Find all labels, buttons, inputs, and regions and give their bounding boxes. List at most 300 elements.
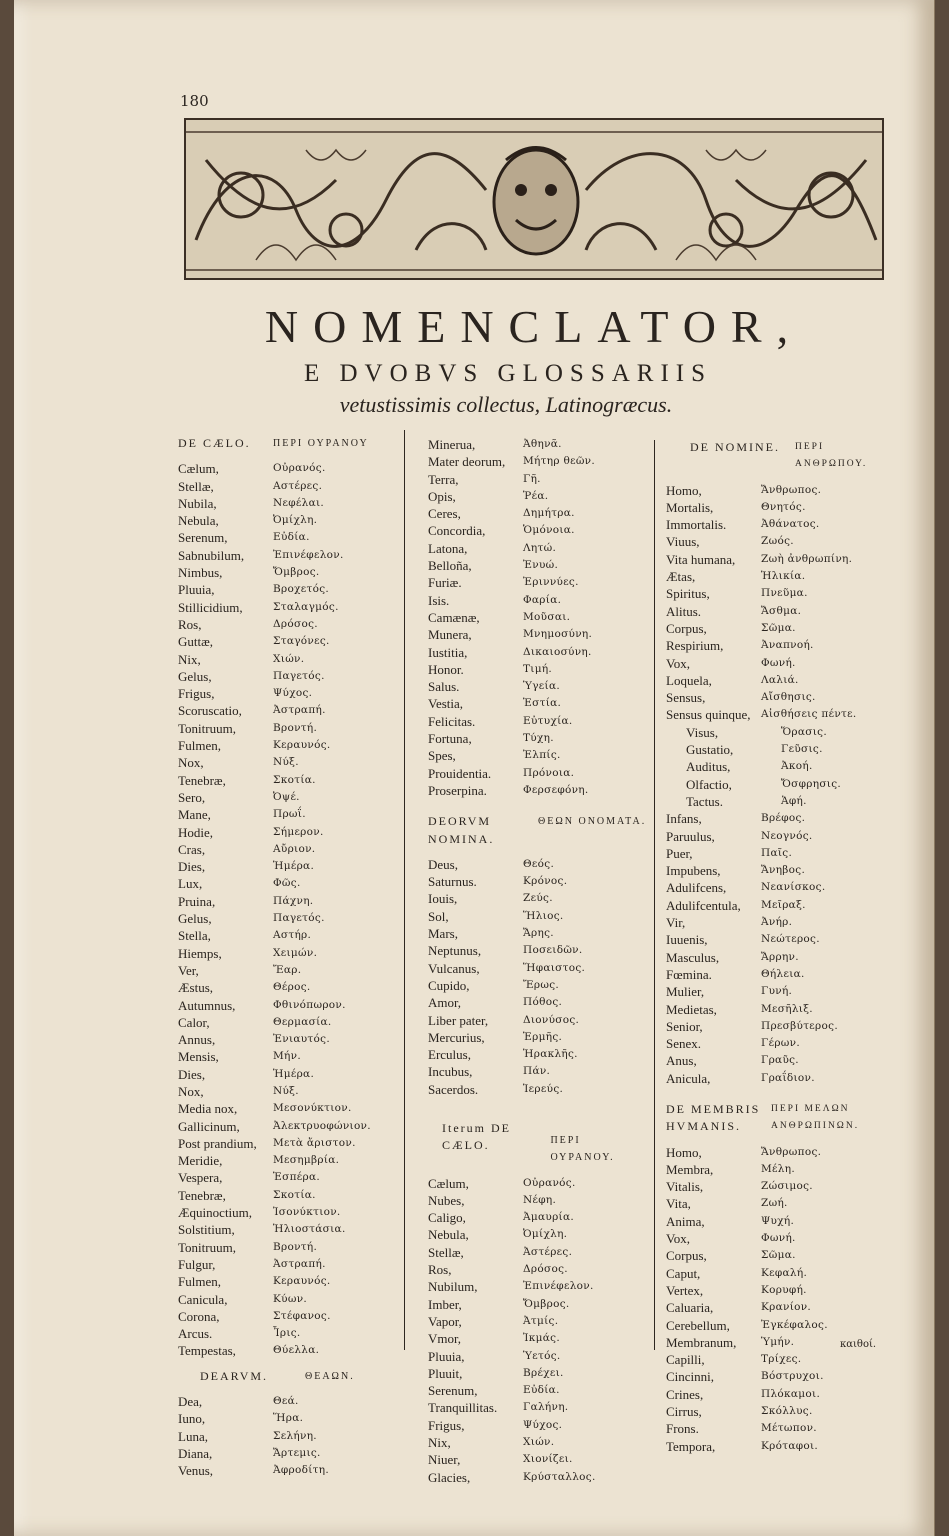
section-head-latin: DEARVM.	[200, 1368, 269, 1383]
latin-term: Infans,	[666, 811, 702, 827]
greek-term: Ἀναπνοή.	[761, 639, 814, 652]
glossary-entry	[178, 841, 398, 858]
greek-term: Ζωή.	[761, 1197, 788, 1210]
greek-term: Θνητός.	[761, 500, 806, 513]
greek-term: Ἑστία.	[523, 697, 562, 710]
greek-term: Εὐτυχία.	[523, 714, 573, 727]
greek-term: Ζώσιμος.	[761, 1180, 813, 1193]
latin-term: Erculus,	[428, 1047, 471, 1063]
latin-term: Nimbus,	[178, 565, 223, 581]
latin-term: Cupido,	[428, 977, 470, 993]
greek-term: Οὐρανός.	[523, 1176, 576, 1189]
greek-term: Αστέρες.	[273, 479, 323, 492]
greek-term: Σταλαγμός.	[273, 600, 339, 613]
headpiece-engraving	[186, 120, 884, 280]
latin-term: Nubila,	[178, 495, 217, 511]
greek-term: Ζωὴ ἀνθρωπίνη.	[761, 552, 853, 565]
latin-term: Belloña,	[428, 558, 472, 574]
latin-term: Adulifcentula,	[666, 897, 741, 913]
glossary-entry	[666, 603, 886, 620]
latin-term: Dies,	[178, 859, 206, 875]
greek-term: Ὑμήν.	[761, 1335, 795, 1348]
greek-term: Πνεῦμα.	[761, 587, 808, 600]
section-header	[666, 439, 886, 474]
greek-term: Κεφαλή.	[761, 1266, 808, 1279]
greek-term: Γεῦσις.	[781, 743, 823, 756]
greek-term: Κεραυνός.	[273, 1275, 331, 1288]
glossary-entry	[428, 1313, 648, 1330]
glossary-entry	[666, 845, 886, 862]
section-header	[178, 1368, 398, 1385]
glossary-entry	[428, 695, 648, 712]
glossary-entry	[428, 1382, 648, 1399]
latin-term: Spiritus,	[666, 586, 710, 602]
section-head-greek: ΠΕΡΙ ΟΥΡΑΝΟΥ	[273, 438, 369, 449]
column-1	[178, 432, 398, 1480]
glossary-entry	[428, 453, 648, 470]
greek-term: Μέλη.	[761, 1162, 795, 1175]
section-head-latin: DE MEMBRIS HVMANIS.	[666, 1101, 761, 1134]
glossary-entry	[178, 1273, 398, 1290]
glossary-entry	[428, 765, 648, 782]
greek-term: Τύχη.	[523, 732, 554, 745]
glossary-entry	[178, 1152, 398, 1169]
greek-term: Κρύσταλλος.	[523, 1470, 596, 1483]
latin-term: Pluuit,	[428, 1365, 463, 1381]
glossary-entry	[428, 782, 648, 799]
greek-term: Ἀθάνατος.	[761, 518, 820, 531]
greek-term: Ἀφροδίτη.	[273, 1464, 330, 1477]
glossary-entry	[666, 1213, 886, 1230]
latin-term: Tonitruum,	[178, 1239, 236, 1255]
section-head-latin: DEORVM NOMINA.	[428, 814, 495, 846]
latin-term: Medietas,	[666, 1001, 717, 1017]
latin-term: Felicitas.	[428, 713, 476, 729]
latin-term: Canicula,	[178, 1291, 228, 1307]
greek-term: Χιονίζει.	[523, 1453, 573, 1466]
book-page	[14, 0, 934, 1536]
glossary-entry	[178, 1428, 398, 1445]
glossary-entry	[178, 1308, 398, 1325]
latin-term: Vox,	[666, 655, 690, 671]
latin-term: Cerebellum,	[666, 1317, 730, 1333]
glossary-entry	[178, 772, 398, 789]
greek-term: Ἡλικία.	[761, 570, 806, 583]
latin-term: Neptunus,	[428, 943, 482, 959]
glossary-entry	[666, 1299, 886, 1316]
glossary-entry	[428, 436, 648, 453]
latin-term: Immortalis.	[666, 517, 727, 533]
latin-term: Caluaria,	[666, 1300, 714, 1316]
latin-term: Iuno,	[178, 1411, 206, 1427]
greek-term: Κρανίον.	[761, 1301, 812, 1314]
greek-term: Πόθος.	[523, 996, 563, 1009]
greek-term: Γέρων.	[761, 1037, 800, 1050]
latin-term: Salus.	[428, 679, 460, 695]
greek-term: Νεογνός.	[761, 829, 813, 842]
latin-term: Olfactio,	[686, 776, 732, 792]
latin-term: Vapor,	[428, 1313, 462, 1329]
greek-term: Θήλεια.	[761, 967, 805, 980]
catchword: καιθοί.	[840, 1339, 877, 1350]
greek-term: Μεσῆλιξ.	[761, 1002, 813, 1015]
greek-term: Πλόκαμοι.	[761, 1387, 821, 1400]
glossary-entry	[178, 702, 398, 719]
greek-term: Μεσημβρία.	[273, 1154, 340, 1167]
greek-term: Αὔριον.	[273, 842, 316, 855]
glossary-entry	[666, 568, 886, 585]
latin-term: Homo,	[666, 1144, 702, 1160]
glossary-entry	[666, 931, 886, 948]
glossary-entry	[428, 678, 648, 695]
latin-term: Tenebræ,	[178, 772, 226, 788]
glossary-entry	[178, 685, 398, 702]
greek-term: Μεῖραξ.	[761, 898, 806, 911]
latin-term: Ceres,	[428, 506, 461, 522]
glossary-entry	[666, 1265, 886, 1282]
glossary-entry	[178, 806, 398, 823]
greek-term: Μνημοσύνη.	[523, 628, 593, 641]
glossary-entry	[666, 1001, 886, 1018]
latin-term: Niuer,	[428, 1452, 461, 1468]
latin-term: Fulmen,	[178, 1274, 221, 1290]
glossary-entry	[666, 1018, 886, 1035]
glossary-entry	[178, 1031, 398, 1048]
latin-term: Stellæ,	[428, 1244, 464, 1260]
latin-term: Nubes,	[428, 1192, 465, 1208]
latin-term: Mulier,	[666, 984, 705, 1000]
greek-term: Κεραυνός.	[273, 739, 331, 752]
latin-term: Dies,	[178, 1066, 206, 1082]
page-subtitle-italic: vetustissimis collectus, Latinogræcus.	[339, 392, 673, 417]
latin-term: Caput,	[666, 1265, 701, 1281]
glossary-entry	[428, 960, 648, 977]
glossary-entry	[666, 862, 886, 879]
glossary-entry	[428, 488, 648, 505]
latin-term: Mercurius,	[428, 1029, 485, 1045]
greek-term: Πάν.	[523, 1065, 551, 1078]
glossary-entry	[178, 1410, 398, 1427]
section-header	[428, 813, 648, 848]
glossary-entry	[666, 914, 886, 931]
glossary-entry	[666, 724, 886, 741]
latin-term: Camænæ,	[428, 609, 480, 625]
greek-term: Ἀστραπή.	[273, 704, 326, 717]
glossary-entry	[428, 1063, 648, 1080]
greek-term: Ἀκοή.	[781, 760, 813, 773]
section-head-latin: DE CÆLO.	[178, 436, 251, 450]
latin-term: Glacies,	[428, 1469, 471, 1485]
glossary-entry	[178, 1083, 398, 1100]
greek-term: Φωνή.	[761, 656, 796, 669]
latin-term: Arcus.	[178, 1326, 213, 1342]
glossary-entry	[428, 1330, 648, 1347]
glossary-entry	[178, 927, 398, 944]
greek-term: Μήτηρ θεῶν.	[523, 455, 595, 468]
latin-term: Adulifcens,	[666, 880, 727, 896]
glossary-entry	[178, 945, 398, 962]
greek-term: Σήμερον.	[273, 825, 324, 838]
greek-term: Πρωΐ.	[273, 808, 306, 821]
glossary-entry	[666, 482, 886, 499]
glossary-entry	[666, 706, 886, 723]
glossary-entry	[666, 1178, 886, 1195]
latin-term: Stellæ,	[178, 478, 214, 494]
latin-term: Vir,	[666, 915, 686, 931]
greek-term: Ὀμίχλη.	[523, 1228, 568, 1241]
glossary-entry	[666, 1161, 886, 1178]
latin-term: Dea,	[178, 1394, 203, 1410]
latin-term: Membra,	[666, 1161, 714, 1177]
latin-term: Nox,	[178, 755, 204, 771]
latin-term: Frigus,	[428, 1417, 465, 1433]
glossary-entry	[428, 557, 648, 574]
greek-term: Οὐρανός.	[273, 462, 326, 475]
latin-term: Minerua,	[428, 437, 476, 452]
glossary-entry	[428, 1365, 648, 1382]
greek-term: Ἁφή.	[781, 794, 807, 807]
latin-term: Loquela,	[666, 672, 712, 688]
greek-term: Ἄνθρωπος.	[761, 1145, 822, 1158]
latin-term: Nebula,	[178, 513, 219, 529]
section-head-greek: ΠΕΡΙ ΑΝΘΡΩΠΟΥ.	[795, 442, 868, 470]
glossary-entry	[428, 592, 648, 609]
section-head-greek: ΠΕΡΙ ΟΥΡΑΝΟΥ.	[550, 1134, 615, 1164]
latin-term: Anicula,	[666, 1070, 711, 1086]
greek-term: Ψύχος.	[523, 1418, 563, 1431]
glossary-entry	[666, 620, 886, 637]
latin-term: Pluuia,	[428, 1348, 465, 1364]
greek-term: Νεφέλαι.	[273, 496, 325, 509]
greek-term: Φερσεφόνη.	[523, 783, 589, 796]
latin-term: Tempestas,	[178, 1343, 236, 1359]
glossary-entry	[428, 1417, 648, 1434]
latin-term: Diana,	[178, 1445, 213, 1461]
greek-term: Γραῦς.	[761, 1054, 799, 1067]
latin-term: Auditus,	[686, 759, 731, 775]
latin-term: Caligo,	[428, 1210, 466, 1226]
glossary-entry	[178, 529, 398, 546]
glossary-entry	[666, 1144, 886, 1161]
glossary-entry	[178, 1239, 398, 1256]
section-header	[178, 435, 398, 452]
greek-term: Ἡλιοστάσια.	[273, 1223, 346, 1236]
glossary-entry	[428, 1175, 648, 1192]
greek-term: Ἐνιαυτός.	[273, 1033, 330, 1046]
greek-term: Σκοτία.	[273, 1188, 316, 1201]
glossary-entry	[178, 962, 398, 979]
section-header	[428, 1120, 648, 1167]
latin-term: Tactus.	[686, 793, 723, 809]
glossary-entry	[666, 1052, 886, 1069]
glossary-entry	[178, 1187, 398, 1204]
glossary-entry	[428, 873, 648, 890]
glossary-entry	[428, 890, 648, 907]
latin-term: Ros,	[178, 616, 202, 632]
glossary-entry	[178, 1462, 398, 1479]
section-head-greek: ΘΕΑΩΝ.	[305, 1370, 355, 1382]
greek-term: Ἄρτεμις.	[273, 1446, 321, 1459]
greek-term: Ἄσθμα.	[761, 604, 802, 617]
greek-term: Θύελλα.	[273, 1344, 320, 1357]
glossary-entry	[428, 942, 648, 959]
glossary-entry	[178, 910, 398, 927]
greek-term: Κρόνος.	[523, 875, 568, 888]
glossary-entry	[178, 1014, 398, 1031]
glossary-entry	[428, 1261, 648, 1278]
greek-term: Ἰκμάς.	[523, 1332, 560, 1345]
latin-term: Iouis,	[428, 891, 458, 907]
column-2	[428, 436, 648, 1486]
glossary-entry	[428, 1434, 648, 1451]
latin-term: Corona,	[178, 1308, 220, 1324]
greek-term: Παγετός.	[273, 669, 325, 682]
greek-term: Θερμασία.	[273, 1015, 332, 1028]
latin-term: Frons.	[666, 1421, 699, 1437]
latin-term: Stella,	[178, 928, 211, 944]
latin-term: Alitus.	[666, 603, 702, 619]
latin-term: Corpus,	[666, 620, 707, 636]
greek-term: Νέφη.	[523, 1193, 557, 1206]
latin-term: Nix,	[428, 1435, 451, 1451]
glossary-entry	[178, 789, 398, 806]
greek-term: Ποσειδῶν.	[523, 944, 583, 957]
latin-term: Vox,	[666, 1231, 690, 1247]
greek-term: Εὐδία.	[523, 1384, 560, 1397]
glossary-entry	[666, 741, 886, 758]
greek-term: Ὄμβρος.	[273, 566, 320, 579]
ornamental-headpiece	[184, 118, 884, 280]
greek-term: Φῶς.	[273, 877, 301, 890]
glossary-entry	[178, 1169, 398, 1186]
glossary-entry	[666, 551, 886, 568]
greek-term: Ἐλπίς.	[523, 749, 561, 762]
latin-term: Vita humana,	[666, 551, 736, 567]
greek-term: Αἴσθησις.	[761, 691, 816, 704]
greek-term: Ἥλιος.	[523, 909, 564, 922]
latin-term: Ver,	[178, 962, 199, 978]
greek-term: Βροντή.	[273, 721, 318, 734]
greek-term: Ἡμέρα.	[273, 860, 315, 873]
greek-term: Μετὰ ἄριστον.	[273, 1136, 356, 1149]
glossary-entry	[666, 1351, 886, 1368]
glossary-entry	[428, 1244, 648, 1261]
glossary-entry	[428, 1226, 648, 1243]
greek-term: Ὄμβρος.	[523, 1297, 570, 1310]
latin-term: Vita,	[666, 1196, 691, 1212]
latin-term: Isis.	[428, 592, 450, 608]
greek-term: Μεσονύκτιον.	[273, 1102, 352, 1115]
latin-term: Vertex,	[666, 1282, 704, 1298]
latin-term: Mortalis,	[666, 499, 714, 515]
greek-term: Κορυφή.	[761, 1283, 807, 1296]
latin-term: Guttæ,	[178, 634, 214, 650]
greek-term: Ἑσπέρα.	[273, 1171, 321, 1184]
greek-term: Εὐδία.	[273, 531, 310, 544]
greek-term: Ὅρασις.	[781, 725, 827, 738]
glossary-entry	[178, 1445, 398, 1462]
greek-term: Ἀστέρες.	[523, 1245, 573, 1258]
greek-term: Θεά.	[273, 1395, 299, 1408]
glossary-entry	[178, 1204, 398, 1221]
greek-term: Τιμή.	[523, 662, 553, 675]
greek-term: Σκοτία.	[273, 773, 316, 786]
glossary-entry	[428, 471, 648, 488]
section-head-latin: Iterum DE CÆLO.	[442, 1120, 511, 1153]
greek-term: Ἑρμῆς.	[523, 1030, 563, 1043]
greek-term: Μήν.	[273, 1050, 301, 1063]
greek-term: Ἀστραπή.	[273, 1257, 326, 1270]
latin-term: Viuus,	[666, 534, 700, 550]
glossary-entry	[178, 1342, 398, 1359]
glossary-entry	[428, 644, 648, 661]
glossary-entry	[428, 1348, 648, 1365]
latin-term: Mane,	[178, 807, 211, 823]
latin-term: Proserpina.	[428, 782, 487, 798]
latin-term: Paruulus,	[666, 828, 715, 844]
latin-term: Tonitruum,	[178, 720, 236, 736]
greek-term: Ἄρης.	[523, 927, 554, 940]
latin-term: Sabnubilum,	[178, 547, 245, 563]
greek-term: Θέρος.	[273, 981, 311, 994]
latin-term: Cælum,	[178, 461, 219, 477]
glossary-entry	[428, 977, 648, 994]
glossary-entry	[666, 516, 886, 533]
latin-term: Pruina,	[178, 893, 216, 909]
latin-term: Liber pater,	[428, 1012, 489, 1028]
glossary-entry	[666, 1230, 886, 1247]
latin-term: Vmor,	[428, 1331, 462, 1347]
latin-term: Sol,	[428, 908, 449, 924]
greek-term: Ὑετός.	[523, 1349, 561, 1362]
latin-term: Terra,	[428, 471, 459, 487]
glossary-entry	[178, 1256, 398, 1273]
glossary-entry	[666, 949, 886, 966]
page-subtitle: E DVOBVS GLOSSARIIS	[303, 360, 713, 387]
latin-term: Visus,	[686, 724, 719, 740]
glossary-entry	[428, 626, 648, 643]
greek-term: Ἶρις.	[273, 1327, 301, 1340]
greek-term: Ἱερεύς.	[523, 1082, 564, 1095]
latin-term: Cincinni,	[666, 1369, 715, 1385]
latin-term: Homo,	[666, 482, 702, 498]
glossary-entry	[428, 1192, 648, 1209]
glossary-entry	[666, 1368, 886, 1385]
greek-term: Ὀμίχλη.	[273, 514, 318, 527]
latin-term: Nix,	[178, 651, 201, 667]
glossary-entry	[178, 616, 398, 633]
latin-term: Lux,	[178, 876, 203, 892]
latin-term: Ætas,	[666, 569, 696, 585]
latin-term: Vitalis,	[666, 1179, 704, 1195]
greek-term: Πρόνοια.	[523, 766, 575, 779]
greek-term: Σκόλλυς.	[761, 1405, 813, 1418]
glossary-entry	[178, 979, 398, 996]
greek-term: Ψύχος.	[273, 687, 313, 700]
greek-term: Ἀτμίς.	[523, 1314, 559, 1327]
latin-term: Serenum,	[178, 530, 228, 546]
glossary-entry	[666, 758, 886, 775]
greek-term: Στέφανος.	[273, 1309, 331, 1322]
glossary-entry	[178, 720, 398, 737]
latin-term: Fulgur,	[178, 1256, 216, 1272]
glossary-entry	[178, 460, 398, 477]
section-header	[666, 1101, 886, 1136]
latin-term: Sero,	[178, 789, 206, 805]
greek-term: Ἐπινέφελον.	[523, 1280, 594, 1293]
glossary-list	[428, 856, 648, 1098]
glossary-entry	[178, 599, 398, 616]
